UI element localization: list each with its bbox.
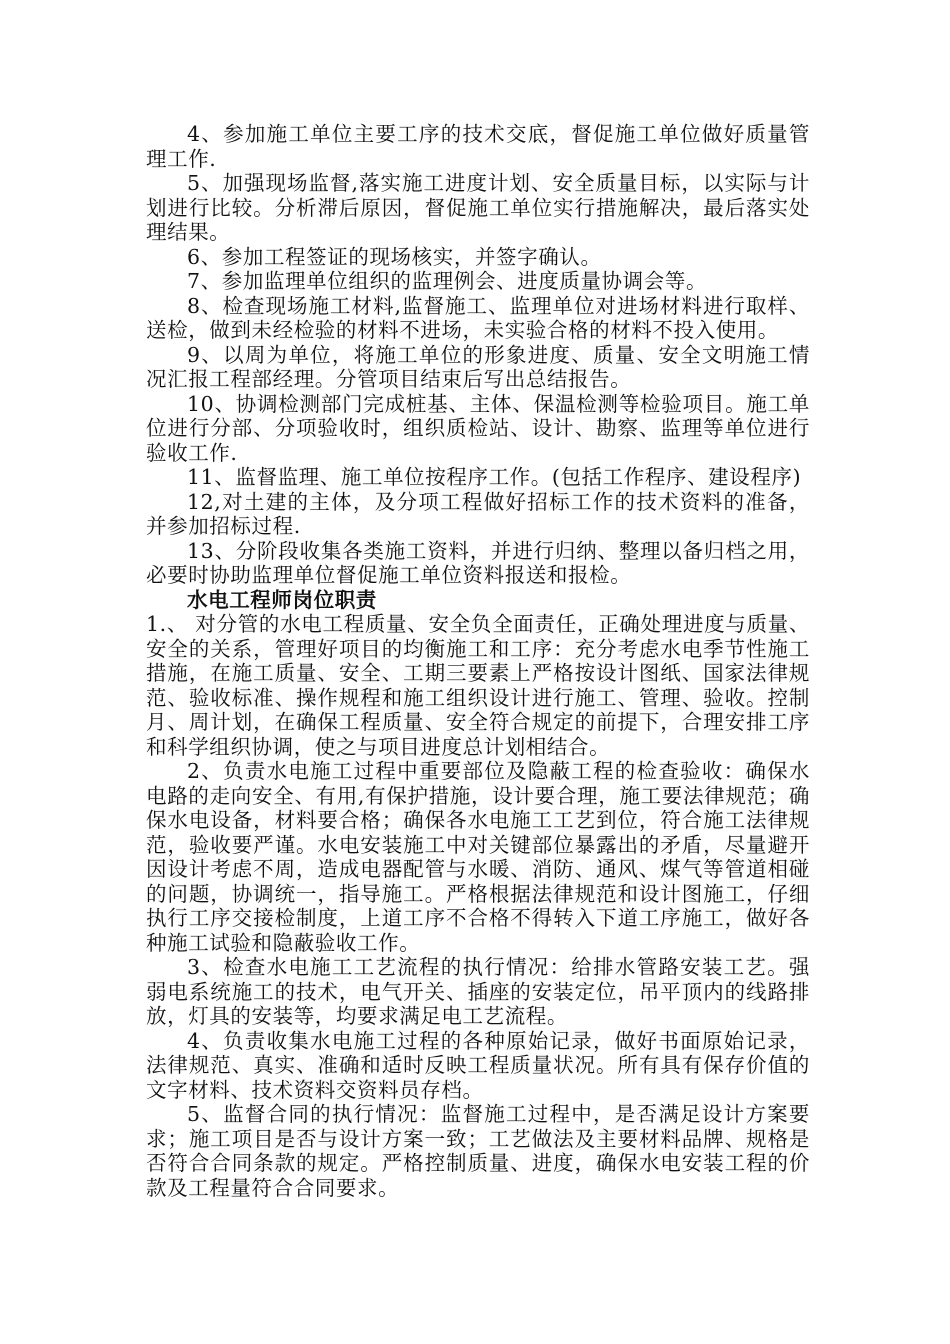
paragraph-item-12: 12,对土建的主体，及分项工程做好招标工作的技术资料的准备，并参加招标过程. [146,489,810,538]
section-heading: 水电工程师岗位职责 [187,587,377,612]
duty-item-1: 1.、 对分管的水电工程质量、安全负全面责任，正确处理进度与质量、安全的关系，管理好项目的均衡施工和工序：充分考虑水电季节性施工措施，在施工质量、安全、工期三要素上严格按设计图纸、国家法律规范、验收标准、操作规程和施工组织设计进行施工、管理、验收。控制月、周计划，在确保工程质量、安全符合规定的前提下，合理安排工序和科学组织协调，使之与项目进度总计划相结合。 [146,612,810,759]
paragraph-item-5: 5、加强现场监督,落实施工进度计划、安全质量目标，以实际与计划进行比较。分析滞后原因，督促施工单位实行措施解决，最后落实处理结果。 [146,171,810,244]
paragraph-item-6: 6、参加工程签证的现场核实，并签字确认。 [187,244,602,269]
paragraph-item-11: 11、监督监理、施工单位按程序工作。(包括工作程序、建设程序) [187,465,802,489]
paragraph-item-4: 4、参加施工单位主要工序的技术交底，督促施工单位做好质量管理工作. [146,122,810,171]
duty-item-2: 2、负责水电施工过程中重要部位及隐蔽工程的检查验收：确保水电路的走向安全、有用,有保护措施，设计要合理，施工要法律规范；确保水电设备，材料要合格；确保各水电施工工艺到位，符合施工法律规范，验收要严谨。水电安装施工中对关键部位暴露出的矛盾，尽量避开因设计考虑不周，造成电器配管与水暖、消防、通风、煤气等管道相碰的问题，协调统一，指导施工。严格根据法律规范和设计图施工，仔细执行工序交接检制度，上道工序不合格不得转入下道工序施工，做好各种施工试验和隐蔽验收工作。 [146,759,810,955]
document-page [146,122,810,1200]
duty-item-4: 4、负责收集水电施工过程的各种原始记录，做好书面原始记录，法律规范、真实、准确和适时反映工程质量状况。所有具有保存价值的文字材料、技术资料交资料员存档。 [146,1028,810,1102]
paragraph-item-10: 10、协调检测部门完成桩基、主体、保温检测等检验项目。施工单位进行分部、分项验收时，组织质检站、设计、勘察、监理等单位进行验收工作. [146,391,810,465]
duty-item-5: 5、监督合同的执行情况：监督施工过程中，是否满足设计方案要求；施工项目是否与设计方案一致；工艺做法及主要材料品牌、规格是否符合合同条款的规定。严格控制质量、进度，确保水电安装工程的价款及工程量符合合同要求。 [146,1102,810,1200]
paragraph-item-7: 7、参加监理单位组织的监理例会、进度质量协调会等。 [187,269,708,293]
paragraph-item-8: 8、检查现场施工材料,监督施工、监理单位对进场材料进行取样、送检，做到未经检验的材料不进场，未实验合格的材料不投入使用。 [146,293,810,342]
duty-item-3: 3、检查水电施工工艺流程的执行情况：给排水管路安装工艺。强弱电系统施工的技术，电气开关、插座的安装定位，吊平顶内的线路排放，灯具的安装等，均要求满足电工艺流程。 [146,955,810,1028]
paragraph-item-9: 9、以周为单位，将施工单位的形象进度、质量、安全文明施工情况汇报工程部经理。分管项目结束后写出总结报告。 [146,342,810,391]
paragraph-item-13: 13、分阶段收集各类施工资料，并进行归纳、整理以备归档之用，必要时协助监理单位督促施工单位资料报送和报检。 [146,538,810,587]
